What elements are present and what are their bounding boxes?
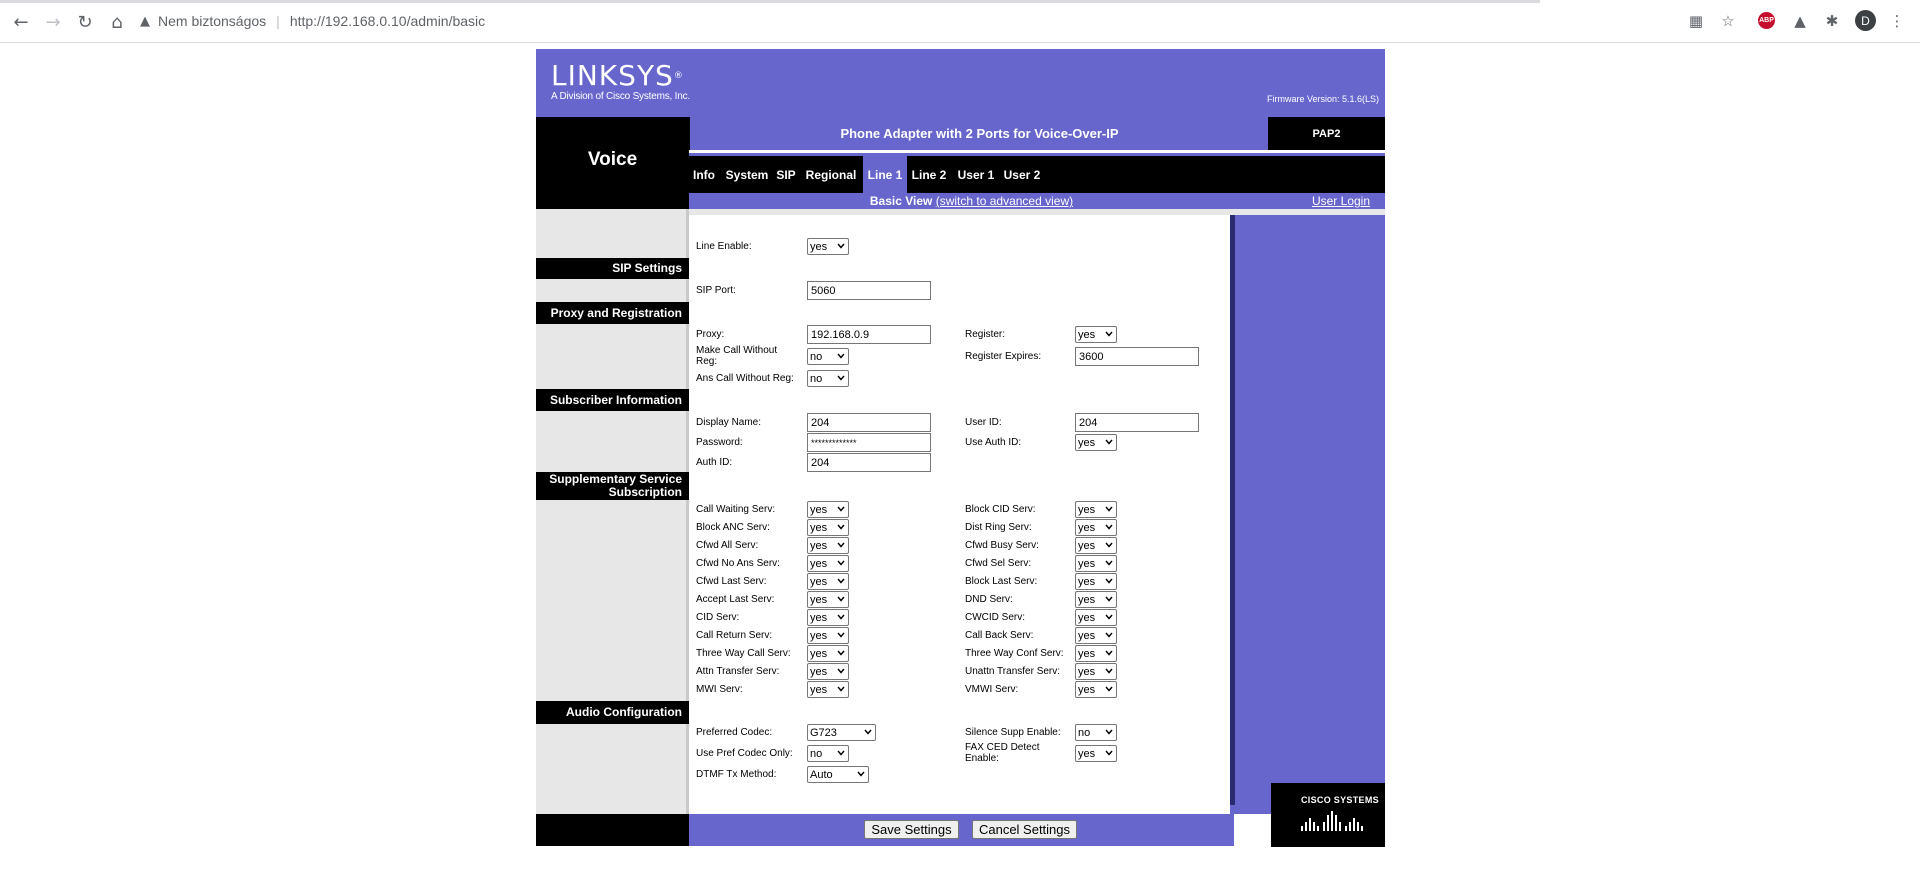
warning-icon: ▲ [140, 13, 150, 29]
supp-left-select[interactable] [807, 573, 849, 590]
view-mode [689, 194, 1254, 208]
supp-right-label: Unattn Transfer Serv: [965, 666, 1061, 677]
tab-sip[interactable]: SIP [776, 167, 796, 182]
supp-right-label: Cfwd Sel Serv: [965, 558, 1032, 569]
supp-left-label: Cfwd All Serv: [696, 540, 759, 551]
supp-left-value: yes [810, 539, 828, 552]
chevron-down-icon [837, 352, 845, 360]
right-column-cap [1230, 209, 1385, 215]
sip-port-label: SIP Port: [696, 285, 736, 296]
supp-right-value: yes [1078, 503, 1096, 516]
menu-kebab-icon[interactable]: ⋮ [1889, 12, 1905, 30]
supp-right-value: yes [1078, 629, 1096, 642]
cisco-logo-text: CISCO SYSTEMS [1301, 795, 1379, 805]
logo-division: A Division of Cisco Systems, Inc. [551, 91, 691, 102]
use-pref-codec-select[interactable] [807, 745, 849, 762]
tab-user-1[interactable]: User 1 [957, 167, 995, 182]
adblock-icon[interactable]: ABP [1758, 12, 1775, 29]
supp-right-select[interactable] [1075, 501, 1117, 518]
dtmf-value: Auto [810, 768, 833, 781]
chevron-down-icon [1105, 749, 1113, 757]
dtmf-select[interactable] [807, 766, 869, 783]
supp-right-label: Cfwd Busy Serv: [965, 540, 1039, 551]
supp-left-select[interactable] [807, 681, 849, 698]
supp-left-value: yes [810, 503, 828, 516]
supp-right-select[interactable] [1075, 627, 1117, 644]
supp-left-select[interactable] [807, 519, 849, 536]
fax-ced-label [965, 742, 1039, 764]
url-text[interactable]: http://192.168.0.10/admin/basic [289, 13, 486, 29]
chevron-down-icon [1105, 613, 1113, 621]
tab-user-2[interactable]: User 2 [1003, 167, 1041, 182]
supp-left-label: Call Return Serv: [696, 630, 773, 641]
security-text: Nem biztonságos [158, 13, 267, 29]
supp-left-select[interactable] [807, 645, 849, 662]
chevron-down-icon [1105, 667, 1113, 675]
chevron-down-icon [1105, 577, 1113, 585]
section-title-voice: Voice [587, 149, 638, 170]
supp-right-value: yes [1078, 665, 1096, 678]
chevron-down-icon [837, 667, 845, 675]
chevron-down-icon [837, 374, 845, 382]
supp-left-select[interactable] [807, 555, 849, 572]
supp-right-label: Block Last Serv: [965, 576, 1038, 587]
translate-icon[interactable]: ▦ [1688, 12, 1704, 30]
section-audio-configuration: Audio Configuration [536, 701, 689, 724]
supp-right-select[interactable] [1075, 609, 1117, 626]
section-subscriber-information: Subscriber Information [536, 389, 689, 411]
make-call-label-line1: Make Call Without [696, 345, 778, 356]
back-arrow-icon[interactable]: ← [13, 11, 29, 33]
supp-right-value: yes [1078, 647, 1096, 660]
ans-call-label: Ans Call Without Reg: [696, 373, 794, 384]
tab-bar [689, 156, 1385, 193]
supp-right-label: Dist Ring Serv: [965, 522, 1032, 533]
linksys-admin-page [536, 49, 1385, 846]
chevron-down-icon [1105, 649, 1113, 657]
section-proxy-registration: Proxy and Registration [536, 302, 689, 324]
section-supplementary-line1: Supplementary Service [549, 472, 682, 486]
home-icon[interactable]: ⌂ [111, 11, 123, 33]
line-enable-select[interactable] [807, 238, 849, 255]
cancel-settings-button[interactable]: Cancel Settings [972, 820, 1077, 839]
preferred-codec-label: Preferred Codec: [696, 727, 773, 738]
fax-ced-label-line2: Enable: [965, 753, 999, 764]
supp-left-label: Call Waiting Serv: [696, 504, 776, 515]
supp-left-select[interactable] [807, 663, 849, 680]
supp-right-select[interactable] [1075, 519, 1117, 536]
line-enable-value: yes [810, 240, 828, 253]
supp-left-select[interactable] [807, 537, 849, 554]
proxy-input[interactable]: 192.168.0.9 [807, 325, 931, 344]
right-column [1230, 209, 1385, 814]
make-call-label [696, 345, 777, 367]
address-bar[interactable] [140, 7, 485, 35]
supp-left-label: Three Way Call Serv: [696, 648, 791, 659]
use-auth-id-select[interactable] [1075, 434, 1117, 451]
make-call-select[interactable] [807, 348, 849, 365]
register-label: Register: [965, 329, 1006, 340]
chevron-down-icon [837, 613, 845, 621]
supp-left-label: Attn Transfer Serv: [696, 666, 780, 677]
chevron-down-icon [837, 523, 845, 531]
chevron-down-icon [837, 631, 845, 639]
tab-regional[interactable]: Regional [805, 167, 857, 182]
use-auth-id-label: Use Auth ID: [965, 437, 1022, 448]
supp-left-label: Cfwd Last Serv: [696, 576, 767, 587]
supp-right-select[interactable] [1075, 663, 1117, 680]
register-expires-label: Register Expires: [965, 351, 1042, 362]
supp-left-label: Accept Last Serv: [696, 594, 775, 605]
forward-arrow-icon[interactable]: → [45, 11, 61, 33]
silence-supp-label: Silence Supp Enable: [965, 727, 1061, 738]
chevron-down-icon [1105, 559, 1113, 567]
register-value: yes [1078, 328, 1096, 341]
switch-advanced-link[interactable]: (switch to advanced view) [935, 194, 1074, 208]
chevron-down-icon [864, 728, 872, 736]
supp-right-value: yes [1078, 539, 1096, 552]
chevron-down-icon [837, 595, 845, 603]
right-column-edge [1230, 215, 1235, 805]
supp-left-label: MWI Serv: [696, 684, 743, 695]
footer-button-bar [689, 814, 1234, 846]
supp-left-value: yes [810, 683, 828, 696]
supp-left-value: yes [810, 557, 828, 570]
footer-left-block [536, 814, 689, 846]
supp-left-value: yes [810, 575, 828, 588]
tab-system[interactable]: System [725, 167, 769, 182]
sip-port-input[interactable]: 5060 [807, 281, 931, 300]
basic-view-label: Basic View [869, 194, 933, 208]
line-enable-label: Line Enable: [696, 241, 752, 252]
logo-brand: LINKSYS [551, 59, 674, 92]
supp-right-value: yes [1078, 557, 1096, 570]
register-expires-input[interactable]: 3600 [1075, 347, 1199, 366]
preferred-codec-value: G723 [810, 726, 837, 739]
chevron-down-icon [837, 541, 845, 549]
chevron-down-icon [837, 685, 845, 693]
user-id-input[interactable]: 204 [1075, 413, 1199, 432]
section-sip-settings: SIP Settings [536, 258, 689, 279]
password-input[interactable]: ************* [807, 433, 931, 452]
chevron-down-icon [837, 242, 845, 250]
display-name-input[interactable]: 204 [807, 413, 931, 432]
chevron-down-icon [837, 749, 845, 757]
user-login-link[interactable]: User Login [1311, 194, 1370, 208]
make-call-label-line2: Reg: [696, 356, 718, 367]
tab-line-1[interactable]: Line 1 [863, 156, 907, 193]
firmware-version: Firmware Version: 5.1.6(LS) [1266, 94, 1379, 104]
fax-ced-select[interactable] [1075, 745, 1117, 762]
silence-supp-value: no [1078, 726, 1091, 739]
product-name: Phone Adapter with 2 Ports for Voice-Over-IP [689, 117, 1269, 150]
supp-right-value: yes [1078, 611, 1096, 624]
use-auth-id-value: yes [1078, 436, 1096, 449]
fax-ced-label-line1: FAX CED Detect [965, 742, 1040, 753]
use-pref-codec-value: no [810, 747, 823, 760]
supp-left-select[interactable] [807, 627, 849, 644]
make-call-value: no [810, 350, 823, 363]
chevron-down-icon [857, 770, 865, 778]
save-settings-button[interactable]: Save Settings [864, 820, 959, 839]
proxy-label: Proxy: [696, 329, 725, 340]
auth-id-label: Auth ID: [696, 457, 733, 468]
linksys-logo [551, 59, 691, 102]
page-header [536, 49, 1385, 117]
view-bar [689, 193, 1385, 209]
supp-right-select[interactable] [1075, 573, 1117, 590]
supp-right-label: Call Back Serv: [965, 630, 1034, 641]
chevron-down-icon [837, 577, 845, 585]
ans-call-select[interactable] [807, 370, 849, 387]
supp-left-value: yes [810, 647, 828, 660]
profile-avatar[interactable]: D [1855, 10, 1876, 31]
supp-left-label: CID Serv: [696, 612, 740, 623]
ans-call-value: no [810, 372, 823, 385]
chevron-down-icon [1105, 523, 1113, 531]
chevron-down-icon [1105, 631, 1113, 639]
tab-info[interactable]: Info [693, 167, 715, 182]
supp-right-select[interactable] [1075, 591, 1117, 608]
supp-right-label: VMWI Serv: [965, 684, 1019, 695]
chevron-down-icon [837, 559, 845, 567]
supp-right-select[interactable] [1075, 645, 1117, 662]
user-id-label: User ID: [965, 417, 1002, 428]
chevron-down-icon [1105, 505, 1113, 513]
dtmf-label: DTMF Tx Method: [696, 769, 777, 780]
supp-right-label: DND Serv: [965, 594, 1013, 605]
register-select[interactable] [1075, 326, 1117, 343]
use-pref-codec-label: Use Pref Codec Only: [696, 748, 793, 759]
extensions-puzzle-icon[interactable]: ✱ [1825, 12, 1839, 30]
supp-left-value: yes [810, 629, 828, 642]
loading-bar [0, 0, 1540, 3]
supp-left-value: yes [810, 665, 828, 678]
chevron-down-icon [1105, 595, 1113, 603]
silence-supp-select[interactable] [1075, 724, 1117, 741]
drive-extension-icon[interactable]: ▲ [1794, 12, 1806, 30]
cisco-bridge-icon [1301, 809, 1369, 831]
supp-left-value: yes [810, 611, 828, 624]
cisco-logo [1271, 783, 1385, 847]
supp-right-value: yes [1078, 683, 1096, 696]
supp-left-value: yes [810, 593, 828, 606]
chevron-down-icon [1105, 438, 1113, 446]
chevron-down-icon [837, 649, 845, 657]
supp-left-label: Cfwd No Ans Serv: [696, 558, 780, 569]
supp-left-select[interactable] [807, 501, 849, 518]
browser-toolbar [0, 0, 1920, 43]
chevron-down-icon [1105, 685, 1113, 693]
supp-right-select[interactable] [1075, 555, 1117, 572]
supp-left-select[interactable] [807, 609, 849, 626]
model-name: PAP2 [1268, 117, 1385, 150]
chevron-down-icon [1105, 728, 1113, 736]
supp-right-label: Three Way Conf Serv: [965, 648, 1064, 659]
supp-right-select[interactable] [1075, 681, 1117, 698]
bookmark-star-icon[interactable]: ☆ [1721, 12, 1735, 30]
supp-right-value: yes [1078, 521, 1096, 534]
supp-right-value: yes [1078, 575, 1096, 588]
reload-icon[interactable]: ↻ [77, 11, 93, 33]
supp-left-value: yes [810, 521, 828, 534]
preferred-codec-select[interactable] [807, 724, 876, 741]
supp-right-value: yes [1078, 593, 1096, 606]
chevron-down-icon [1105, 541, 1113, 549]
section-supplementary-service [536, 472, 689, 500]
supp-left-select[interactable] [807, 591, 849, 608]
chevron-down-icon [1105, 330, 1113, 338]
supp-left-label: Block ANC Serv: [696, 522, 770, 533]
supp-right-label: Block CID Serv: [965, 504, 1036, 515]
auth-id-input[interactable]: 204 [807, 453, 931, 472]
section-supplementary-line2: Subscription [608, 485, 682, 499]
logo-registered-mark: ® [673, 71, 684, 81]
supp-right-label: CWCID Serv: [965, 612, 1025, 623]
url-separator: | [276, 13, 280, 29]
password-label: Password: [696, 437, 743, 448]
display-name-label: Display Name: [696, 417, 762, 428]
chevron-down-icon [837, 505, 845, 513]
supp-right-select[interactable] [1075, 537, 1117, 554]
tab-line-2[interactable]: Line 2 [911, 167, 947, 182]
fax-ced-value: yes [1078, 747, 1096, 760]
